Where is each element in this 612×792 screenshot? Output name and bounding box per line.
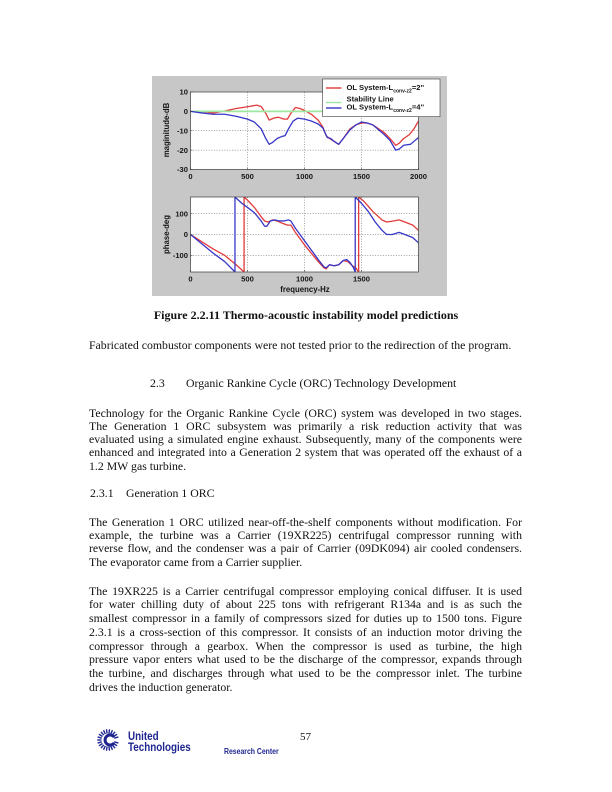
legend xyxy=(323,79,440,117)
paragraph-line: drives the induction generator. xyxy=(89,679,233,694)
paragraph-line: example, the turbine was a Carrier (19XR225) centrifugal compressor running with xyxy=(89,528,522,543)
section-title: Organic Rankine Cycle (ORC) Technology Development xyxy=(186,376,457,390)
paragraph-line: 1.2 MW gas turbine. xyxy=(89,458,187,473)
y-tick-label: 0 xyxy=(183,107,188,117)
y-tick-label: -20 xyxy=(177,145,188,155)
x-tick-label: 500 xyxy=(241,172,254,181)
paragraph-line: The Generation 1 ORC utilized near-off-the-shelf components without modification. For xyxy=(89,515,522,529)
y-tick-label: -100 xyxy=(172,251,188,261)
x-tick-label: 500 xyxy=(241,274,254,284)
paragraph-line: The Generation 1 ORC subsystem was primarily a risk reduction activity that was xyxy=(89,418,522,433)
page-number: 57 xyxy=(300,731,311,743)
y-tick-label: 0 xyxy=(183,230,188,240)
research-center-label: Research Center xyxy=(224,747,279,756)
x-tick-label: 1500 xyxy=(353,172,370,181)
figure-thermo-acoustic-plots xyxy=(0,0,612,300)
x-tick-label: 2000 xyxy=(410,172,427,181)
x-tick-label: 0 xyxy=(188,172,193,181)
paragraph-line: reverse flow, and the condenser was a pair of Carrier (09DK094) air cooled condensers. xyxy=(89,541,522,556)
paragraph-line: Technology for the Organic Rankine Cycle (ORC) system was developed in two stages. xyxy=(89,405,522,420)
logo-text-united: United xyxy=(128,729,159,743)
intro-sentence: Fabricated combustor components were not tested prior to the redirection of the program. xyxy=(89,338,512,352)
paragraph-line: The evaporator came from a Carrier supplier. xyxy=(89,554,303,569)
y-tick-label: 100 xyxy=(175,209,188,219)
paragraph-line: evaluated using a simulated engine exhaust. Subsequently, many of the components were xyxy=(89,432,522,447)
paragraph-line: 2.3.1 is a cross-section of this compressor. It consists of an induction motor driving the xyxy=(89,624,522,639)
phase-y-axis-label: phase-deg xyxy=(162,215,171,254)
legend-label: Stability Line xyxy=(346,94,394,104)
subsection-title: Generation 1 ORC xyxy=(126,486,215,500)
frequency-x-axis-label: frequency-Hz xyxy=(280,285,330,294)
magnitude-y-axis-label: maginitude-dB xyxy=(162,102,171,158)
y-tick-label: -10 xyxy=(177,126,188,136)
y-tick-label: -30 xyxy=(177,165,188,175)
paragraph-line: for water chilling duty of about 225 tons with refrigerant R134a and is as such the xyxy=(89,597,522,612)
x-tick-label: 1000 xyxy=(296,274,313,284)
paragraph-line: pressure vapor enters what used to be the discharge of the compressor, expands through xyxy=(89,652,522,667)
paragraph-line: smallest compressor in a family of compressors sized for duties up to 1500 tons. Figure xyxy=(89,611,522,626)
paragraph-line: The 19XR225 is a Carrier centrifugal compressor employing conical diffuser. It is used xyxy=(89,583,522,598)
x-tick-label: 1500 xyxy=(353,274,370,284)
legend-label: OL System-$L_{conv-z2}=4''$ xyxy=(346,102,425,114)
figure-caption: Figure 2.2.11 Thermo-acoustic instability model predictions xyxy=(153,308,459,322)
united-technologies-logo-icon xyxy=(97,729,123,751)
y-tick-label: 10 xyxy=(179,87,188,97)
x-tick-label: 0 xyxy=(188,274,193,284)
paragraph-line: the turbine, and discharges through what used to be the compressor inlet. The turbine xyxy=(89,665,522,680)
paragraph-line: compressor through a gearbox. When the compressor is used as turbine, the high xyxy=(89,638,522,653)
section-number: 2.3 xyxy=(150,376,165,390)
x-tick-label: 1000 xyxy=(296,172,313,181)
logo-text-technologies: Technologies xyxy=(128,740,191,754)
subsection-number: 2.3.1 xyxy=(90,486,114,500)
legend-label: OL System-$L_{conv-z2}=2''$ xyxy=(346,83,425,95)
paragraph-line: enhanced and integrated into a Generation 2 system that was operated off the exhaust of a xyxy=(89,445,522,460)
